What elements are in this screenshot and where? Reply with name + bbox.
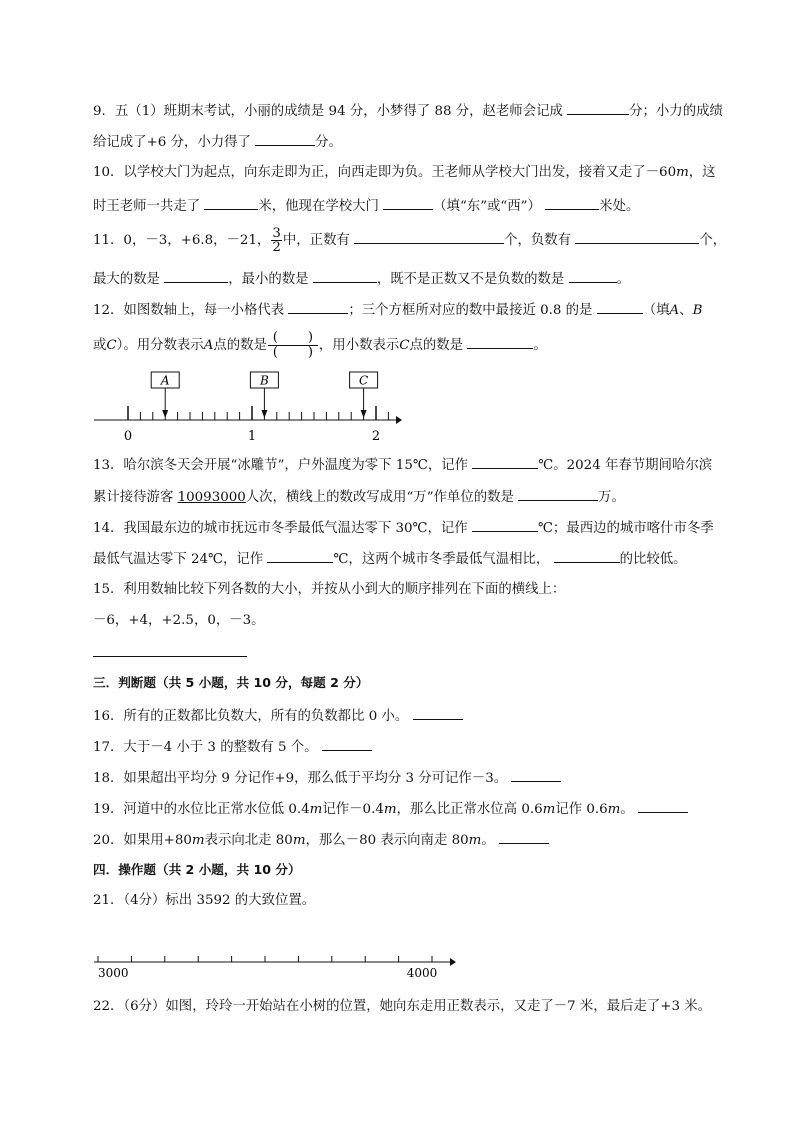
question-12-cont: 或C）。用分数表示A点的数是 $\frac{( )}{( )}$ ，用小数表示C点的数是 。	[93, 330, 547, 360]
answer-blank[interactable]	[638, 798, 688, 813]
tick-label: 0	[123, 429, 133, 444]
question-19: 19．河道中的水位比正常水位低 0.4m记作－0.4m，那么比正常水位高 0.6m记作 0.6m。	[93, 798, 688, 820]
answer-line[interactable]	[93, 656, 247, 657]
answer-blank[interactable]	[472, 454, 538, 469]
question-11-cont: 最大的数是 ，最小的数是 ，既不是正数又不是负数的数是 。	[93, 268, 630, 290]
arrow-icon	[450, 958, 456, 966]
arrow-down-icon	[162, 410, 168, 418]
answer-blank[interactable]	[472, 517, 538, 532]
answer-blank[interactable]	[545, 195, 599, 210]
answer-blank[interactable]	[322, 736, 372, 751]
answer-blank[interactable]	[467, 334, 533, 349]
question-10: 10．以学校大门为起点，向东走即为正，向西走即为负。王老师从学校大门出发，接着又走了－60m，这	[93, 165, 716, 180]
section-4-heading: 四．操作题（共 2 小题，共 10 分）	[93, 862, 301, 877]
question-13: 13．哈尔滨冬天会开展“冰雕节”，户外温度为零下 15℃，记作 ℃。2024 年春节期间哈尔滨	[93, 454, 712, 476]
fraction-three-halves: $\frac{3}{2}$	[272, 226, 281, 255]
answer-blank[interactable]	[204, 195, 258, 210]
question-15-numbers: －6，+4，+2.5，0，－3。	[93, 613, 265, 628]
box-label: C	[359, 373, 369, 388]
answer-blank[interactable]	[383, 195, 433, 210]
answer-blank[interactable]	[354, 229, 504, 244]
arrow-down-icon	[361, 410, 367, 418]
answer-blank[interactable]	[413, 705, 463, 720]
tick-label: 4000	[406, 966, 438, 980]
answer-blank[interactable]	[499, 829, 549, 844]
section-3-heading: 三．判断题（共 5 小题，共 10 分，每题 2 分）	[93, 675, 369, 690]
arrow-down-icon	[261, 410, 267, 418]
question-15: 15．利用数轴比较下列各数的大小，并按从小到大的顺序排列在下面的横线上：	[93, 582, 566, 597]
question-10-cont: 时王老师一共走了 米，他现在学校大门 （填“东”或“西”） 米处。	[93, 195, 639, 217]
number-line-q21	[90, 950, 460, 984]
question-20: 20．如果用+80m表示向北走 80m，那么－80 表示向南走 80m。	[93, 829, 549, 851]
box-label: B	[259, 373, 269, 388]
answer-blank[interactable]	[267, 548, 333, 563]
tick-label: 2	[371, 429, 381, 444]
answer-blank[interactable]	[575, 229, 699, 244]
answer-blank[interactable]	[567, 100, 629, 115]
question-18: 18．如果超出平均分 9 分记作+9，那么低于平均分 3 分可记作－3。	[93, 767, 561, 789]
box-label: A	[160, 373, 170, 388]
answer-blank[interactable]	[164, 268, 228, 283]
tick-label: 1	[247, 429, 257, 444]
question-16: 16．所有的正数都比负数大，所有的负数都比 0 小。	[93, 705, 463, 727]
answer-blank[interactable]	[569, 268, 617, 283]
tick-label: 3000	[98, 966, 129, 980]
answer-blank[interactable]	[511, 767, 561, 782]
answer-blank[interactable]	[288, 299, 348, 314]
answer-blank[interactable]	[313, 268, 377, 283]
question-22: 22．（6分）如图，玲玲一开始站在小树的位置，她向东走用正数表示，又走了－7 米，最后走了+3 米。	[93, 999, 712, 1014]
question-14: 14．我国最东边的城市抚远市冬季最低气温达零下 30℃，记作 ℃；最西边的城市喀什市冬季	[93, 517, 714, 539]
question-17: 17．大于－4 小于 3 的整数有 5 个。	[93, 736, 372, 758]
arrow-icon	[396, 416, 402, 424]
question-14-cont: 最低气温达零下 24℃，记作 ℃，这两个城市冬季最低气温相比， 的比较低。	[93, 548, 687, 570]
answer-blank[interactable]	[518, 486, 598, 501]
question-9-cont: 给记成了+6 分，小力得了 分。	[93, 131, 342, 153]
question-11: 11．0，－3，+6.8，－21， $\frac{3}{2}$ 中，正数有 个，负数有 个，	[93, 226, 727, 255]
question-9: 9．五（1）班期末考试，小丽的成绩是 94 分，小梦得了 88 分，赵老师会记成 分；小力的成绩	[93, 100, 723, 122]
question-12: 12．如图数轴上，每一小格代表 ；三个方框所对应的数中最接近 0.8 的是 （填A、B	[93, 299, 702, 321]
question-21: 21．（4分）标出 3592 的大致位置。	[93, 893, 316, 908]
question-13-cont: 累计接待游客 10093000人次，横线上的数改写成用“万”作单位的数是 万。	[93, 486, 625, 508]
fraction-answer-blank[interactable]: $\frac{( )}{( )}$	[268, 331, 318, 360]
answer-blank[interactable]	[597, 299, 643, 314]
answer-blank[interactable]	[255, 131, 315, 146]
answer-blank[interactable]	[554, 548, 620, 563]
number-line-q12	[90, 368, 410, 444]
